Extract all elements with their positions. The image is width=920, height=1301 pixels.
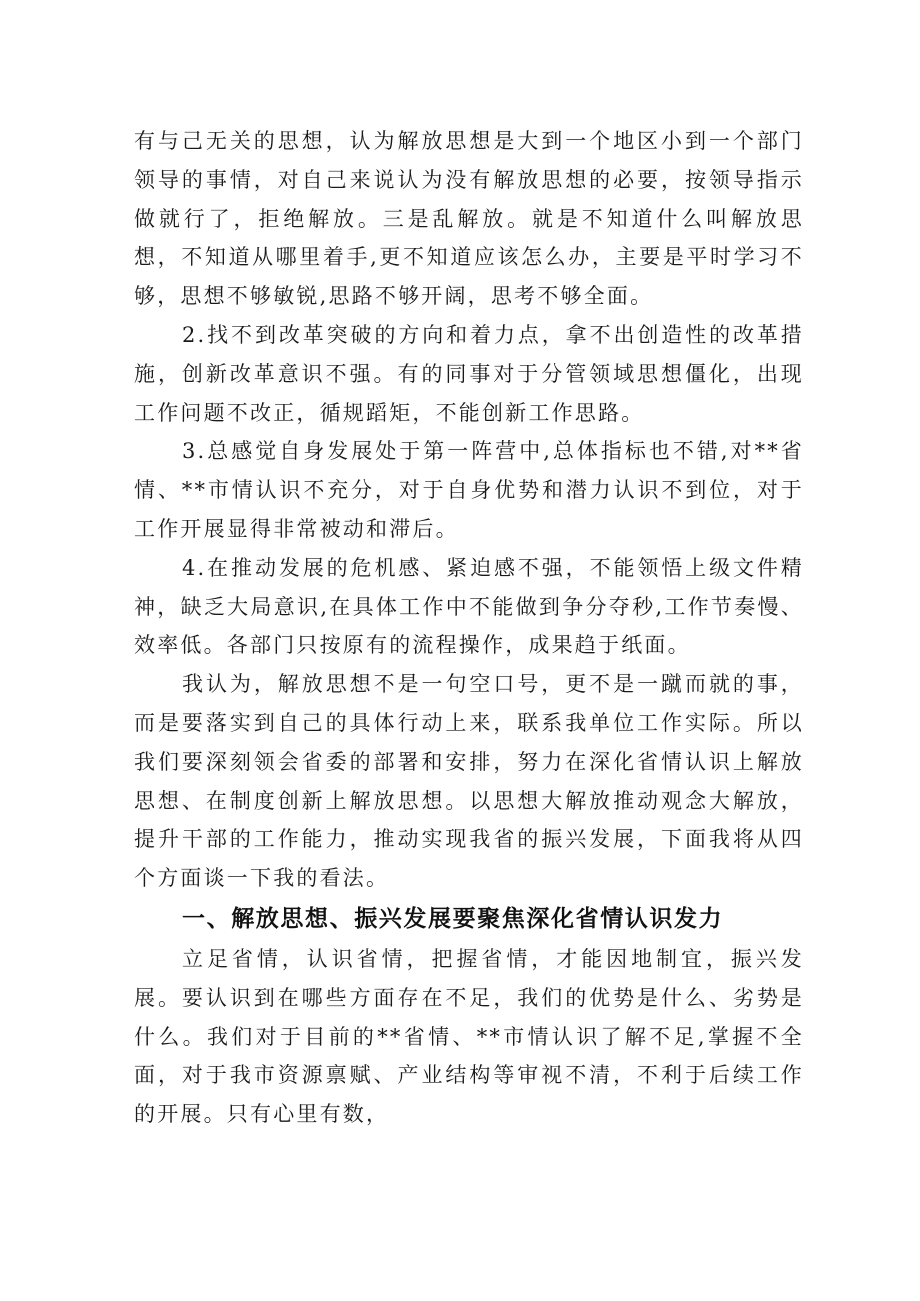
paragraph-item-3: 3.总感觉自身发展处于第一阵营中,总体指标也不错,对**省情、**市情认识不充分，对于自身优势和潜力认识不到位，对于工作开展显得非常被动和滞后。 [134, 439, 804, 541]
paragraph-continued: 有与己无关的思想，认为解放思想是大到一个地区小到一个部门领导的事情，对自己来说认为没有解放思想的必要，按领导指示做就行了，拒绝解放。三是乱解放。就是不知道什么叫解放思想，不知道从哪里着手,更不知道应该怎么办，主要是平时学习不够，思想不够敏锐,思路不够开阔，思考不够全面。 [134, 129, 804, 309]
paragraph-section-intro: 立足省情，认识省情，把握省情，才能因地制宜，振兴发展。要认识到在哪些方面存在不足，我们的优势是什么、劣势是什么。我们对于目前的**省情、**市情认识了解不足,掌握不全面，对于我市资源禀赋、产业结构等审视不清，不利于后续工作的开展。只有心里有数， [134, 946, 804, 1127]
document-body [134, 122, 804, 1134]
section-heading: 一、解放思想、振兴发展要聚焦深化省情认识发力 [182, 905, 724, 932]
paragraph-item-2: 2.找不到改革突破的方向和着力点，拿不出创造性的改革措施，创新改革意识不强。有的同事对于分管领域思想僵化，出现工作问题不改正，循规蹈矩，不能创新工作思路。 [134, 322, 804, 425]
paragraph-item-4: 4.在推动发展的危机感、紧迫感不强，不能领悟上级文件精神，缺乏大局意识,在具体工作中不能做到争分夺秒,工作节奏慢、效率低。各部门只按原有的流程操作，成果趋于纸面。 [134, 555, 804, 658]
paragraph-opinion: 我认为，解放思想不是一句空口号，更不是一蹴而就的事，而是要落实到自己的具体行动上来，联系我单位工作实际。所以我们要深刻领会省委的部署和安排，努力在深化省情认识上解放思想、在制度创新上解放思想。以思想大解放推动观念大解放，提升干部的工作能力，推动实现我省的振兴发展，下面我将从四个方面谈一下我的看法。 [134, 672, 804, 891]
